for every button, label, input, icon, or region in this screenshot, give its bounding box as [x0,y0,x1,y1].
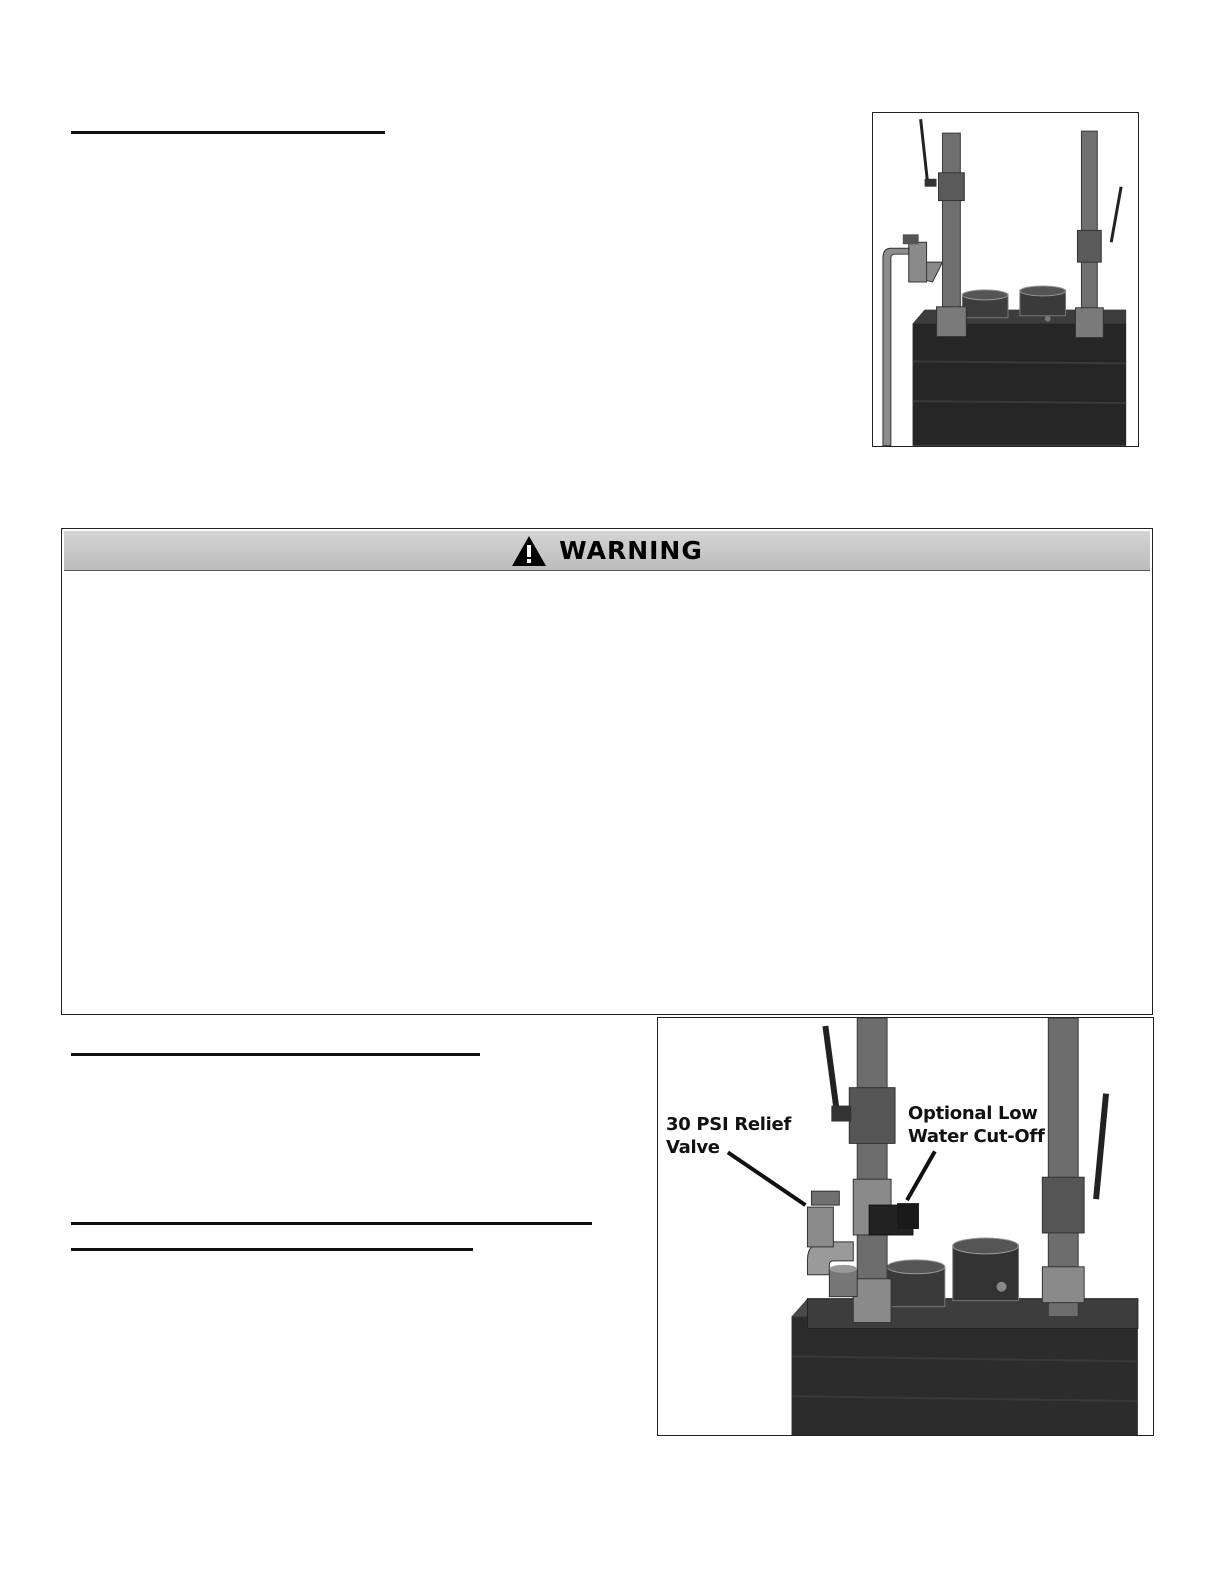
boiler-relief-valve-illustration [658,1018,1153,1435]
warning-title: WARNING [559,536,703,565]
section-heading-underline-3a [71,1222,592,1225]
warning-header [64,531,1150,571]
boiler-piping-figure-top [872,112,1139,447]
relief-valve-callout: 30 PSI Relief Valve [666,1114,791,1158]
section-heading-underline-2 [71,1053,480,1056]
section-heading-underline-1 [71,131,385,134]
warning-triangle-icon [511,535,547,567]
boiler-piping-illustration [873,113,1138,446]
boiler-piping-figure-bottom [657,1017,1154,1436]
section-heading-underline-3b [71,1248,473,1251]
warning-box [61,528,1153,1015]
low-water-cutoff-callout: Optional Low Water Cut-Off [908,1103,1045,1147]
